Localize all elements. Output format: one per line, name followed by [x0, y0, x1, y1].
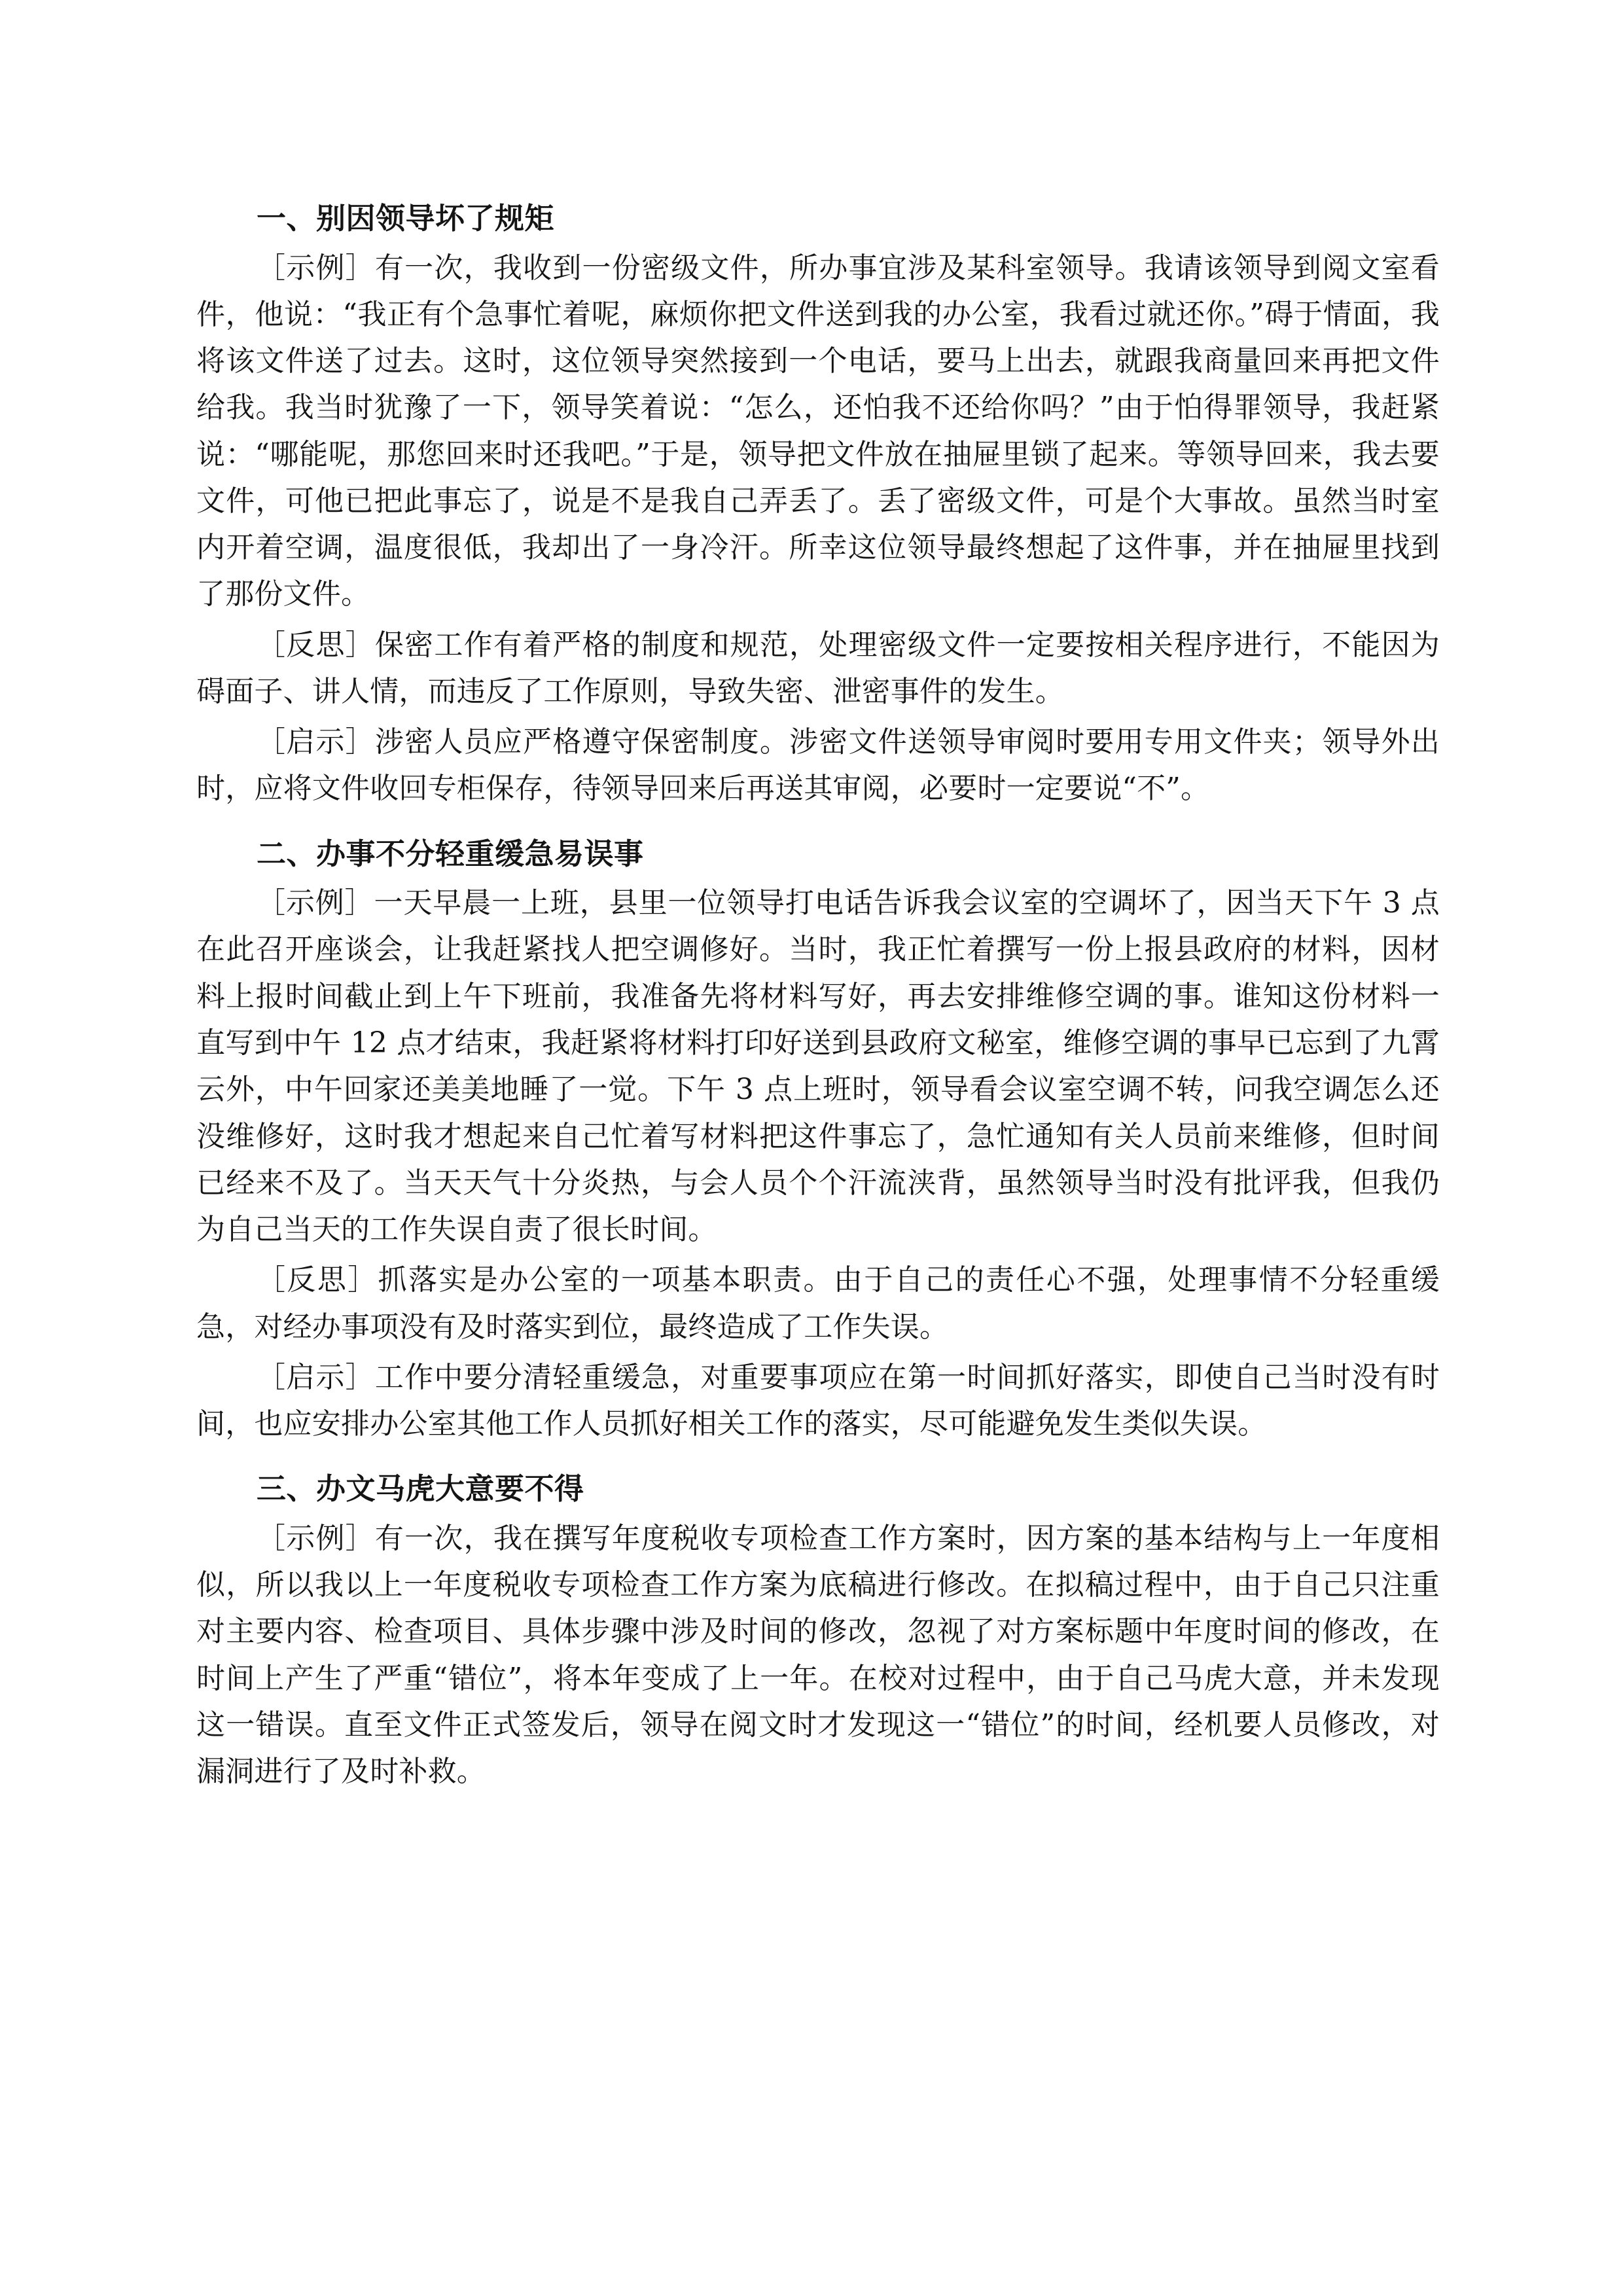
section-gap-2: [196, 1451, 1440, 1467]
section-heading-3: 三、办文马虎大意要不得: [257, 1471, 584, 1507]
section-gap-1: [196, 816, 1440, 832]
section-3-paragraph-example: ［示例］有一次，我在撰写年度税收专项检查工作方案时，因方案的基本结构与上一年度相似，所以我以上一年度税收专项检查工作方案为底稿进行修改。在拟稿过程中，由于自己只注重对主要内容、检查项目、具体步骤中涉及时间的修改，忽视了对方案标题中年度时间的修改，在时间上产生了严重“错位”，将本年变成了上一年。在校对过程中，由于自己马虎大意，并未发现这一错误。直至文件正式签发后，领导在阅文时才发现这一“错位”的时间，经机要人员修改，对漏洞进行了及时补救。: [196, 1521, 1440, 1789]
section-1-paragraph-insight: ［启示］涉密人员应严格遵守保密制度。涉密文件送领导审阅时要用专用文件夹；领导外出时，应将文件收回专柜保存，待领导回来后再送其审阅，必要时一定要说“不”。: [196, 725, 1440, 806]
section-2-paragraph-insight: ［启示］工作中要分清轻重缓急，对重要事项应在第一时间抓好落实，即使自己当时没有时间，也应安排办公室其他工作人员抓好相关工作的落实，尽可能避免发生类似失误。: [196, 1360, 1440, 1441]
section-1-paragraph-reflection: ［反思］保密工作有着严格的制度和规范，处理密级文件一定要按相关程序进行，不能因为碍面子、讲人情，而违反了工作原则，导致失密、泄密事件的发生。: [196, 628, 1440, 708]
section-heading-1: 一、别因领导坏了规矩: [257, 201, 555, 236]
section-heading-2: 二、办事不分轻重缓急易误事: [257, 836, 644, 871]
section-1-paragraph-example: ［示例］有一次，我收到一份密级文件，所办事宜涉及某科室领导。我请该领导到阅文室看件，他说：“我正有个急事忙着呢，麻烦你把文件送到我的办公室，我看过就还你。”碍于情面，我将该文件送了过去。这时，这位领导突然接到一个电话，要马上出去，就跟我商量回来再把文件给我。我当时犹豫了一下，领导笑着说：“怎么，还怕我不还给你吗？”由于怕得罪领导，我赶紧说：“哪能呢，那您回来时还我吧。”于是，领导把文件放在抽屉里锁了起来。等领导回来，我去要文件，可他已把此事忘了，说是不是我自己弄丢了。丢了密级文件，可是个大事故。虽然当时室内开着空调，温度很低，我却出了一身冷汗。所幸这位领导最终想起了这件事，并在抽屉里找到了那份文件。: [196, 251, 1440, 611]
section-2-paragraph-example: ［示例］一天早晨一上班，县里一位领导打电话告诉我会议室的空调坏了，因当天下午 3 点在此召开座谈会，让我赶紧找人把空调修好。当时，我正忙着撰写一份上报县政府的材料，因材料上报时间截止到上午下班前，我准备先将材料写好，再去安排维修空调的事。谁知这份材料一直写到中午 12 点才结束，我赶紧将材料打印好送到县政府文秘室，维修空调的事早已忘到了九霄云外，中午回家还美美地睡了一觉。下午 3 点上班时，领导看会议室空调不转，问我空调怎么还没维修好，这时我才想起来自己忙着写材料把这件事忘了，急忙通知有关人员前来维修，但时间已经来不及了。当天天气十分炎热，与会人员个个汗流浃背，虽然领导当时没有批评我，但我仍为自己当天的工作失误自责了很长时间。: [196, 886, 1440, 1247]
section-2-paragraph-reflection: ［反思］抓落实是办公室的一项基本职责。由于自己的责任心不强，处理事情不分轻重缓急，对经办事项没有及时落实到位，最终造成了工作失误。: [196, 1263, 1440, 1344]
document-body: [196, 196, 1440, 1795]
